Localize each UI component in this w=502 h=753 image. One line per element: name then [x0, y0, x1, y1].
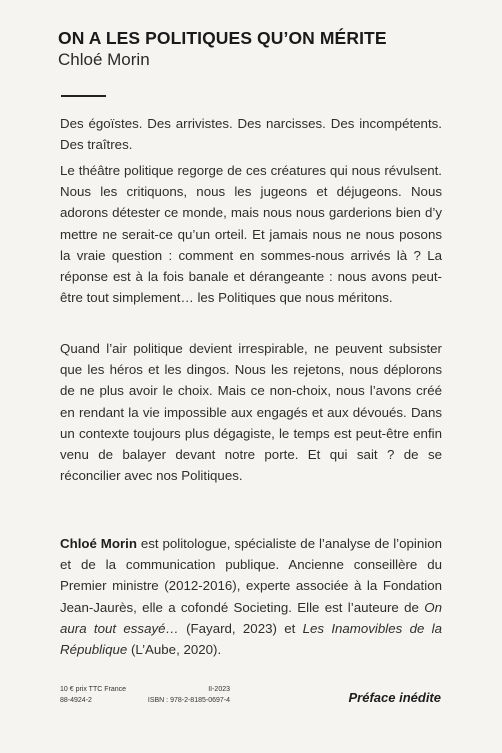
preface-label: Préface inédite: [348, 690, 441, 705]
isbn-label: ISBN : 978-2-8185-0697-4: [147, 696, 230, 704]
bio-book-1: On aura tout essayé…: [60, 599, 442, 636]
title-divider: [61, 95, 106, 97]
bio-text-3: (L’Aube, 2020).: [127, 642, 222, 658]
date-code: II-2023: [208, 686, 230, 693]
blurb-paragraph-1: Des égoïstes. Des arrivistes. Des narcisses. Des incompétents. Des traîtres.: [60, 116, 442, 153]
book-title: ON A LES POLITIQUES QU’ON MÉRITE: [58, 28, 387, 48]
author-bio: [60, 533, 442, 660]
bio-text-1: est politologue, spécialiste de l’analyse de l’opinion et de la communication publique. Ancienne conseillère du Premier ministre (2012-2016), experte associée à la Fondation Jean-Jaurès, elle a cofondé Societing. Elle est l’auteure de: [60, 536, 442, 615]
author-name: Chloé Morin: [58, 50, 150, 69]
bio-text-2: (Fayard, 2023) et: [178, 620, 303, 636]
ref-code: 88-4924-2: [60, 696, 92, 704]
price-block: [60, 685, 230, 706]
price-label: 10 € prix TTC France: [60, 686, 127, 693]
blurb-paragraph-3: Quand l’air politique devient irrespirable, ne peuvent subsister que les héros et les dingos. Nous les rejetons, nous déplorons de ne plus avoir le choix. Mais ce non-choix, nous l’avons créé en rendant la vie impossible aux engagés et aux dévoués. Dans un contexte toujours plus dégagiste, le temps est peut-être enfin venu de balayer devant notre porte. Et qui sait ? de se réconcilier avec nos Politiques.: [60, 341, 442, 484]
bio-author-name: Chloé Morin: [60, 536, 137, 551]
bio-book-2: Les Inamovibles de la République: [60, 620, 442, 658]
blurb-paragraph-2: Le théâtre politique regorge de ces créatures qui nous révulsent. Nous les critiquons, nous les jugeons et déjugeons. Nous adorons détester ce monde, mais nous nous garderions bien d’y mettre ne serait-ce qu’un orteil. Et jamais nous ne nous posons la vraie question : comment en sommes-nous arrivés là ? La réponse est à la fois banale et dérangeante : nous avons peut-être tout simplement… les Politiques que nous méritons.: [60, 163, 442, 306]
